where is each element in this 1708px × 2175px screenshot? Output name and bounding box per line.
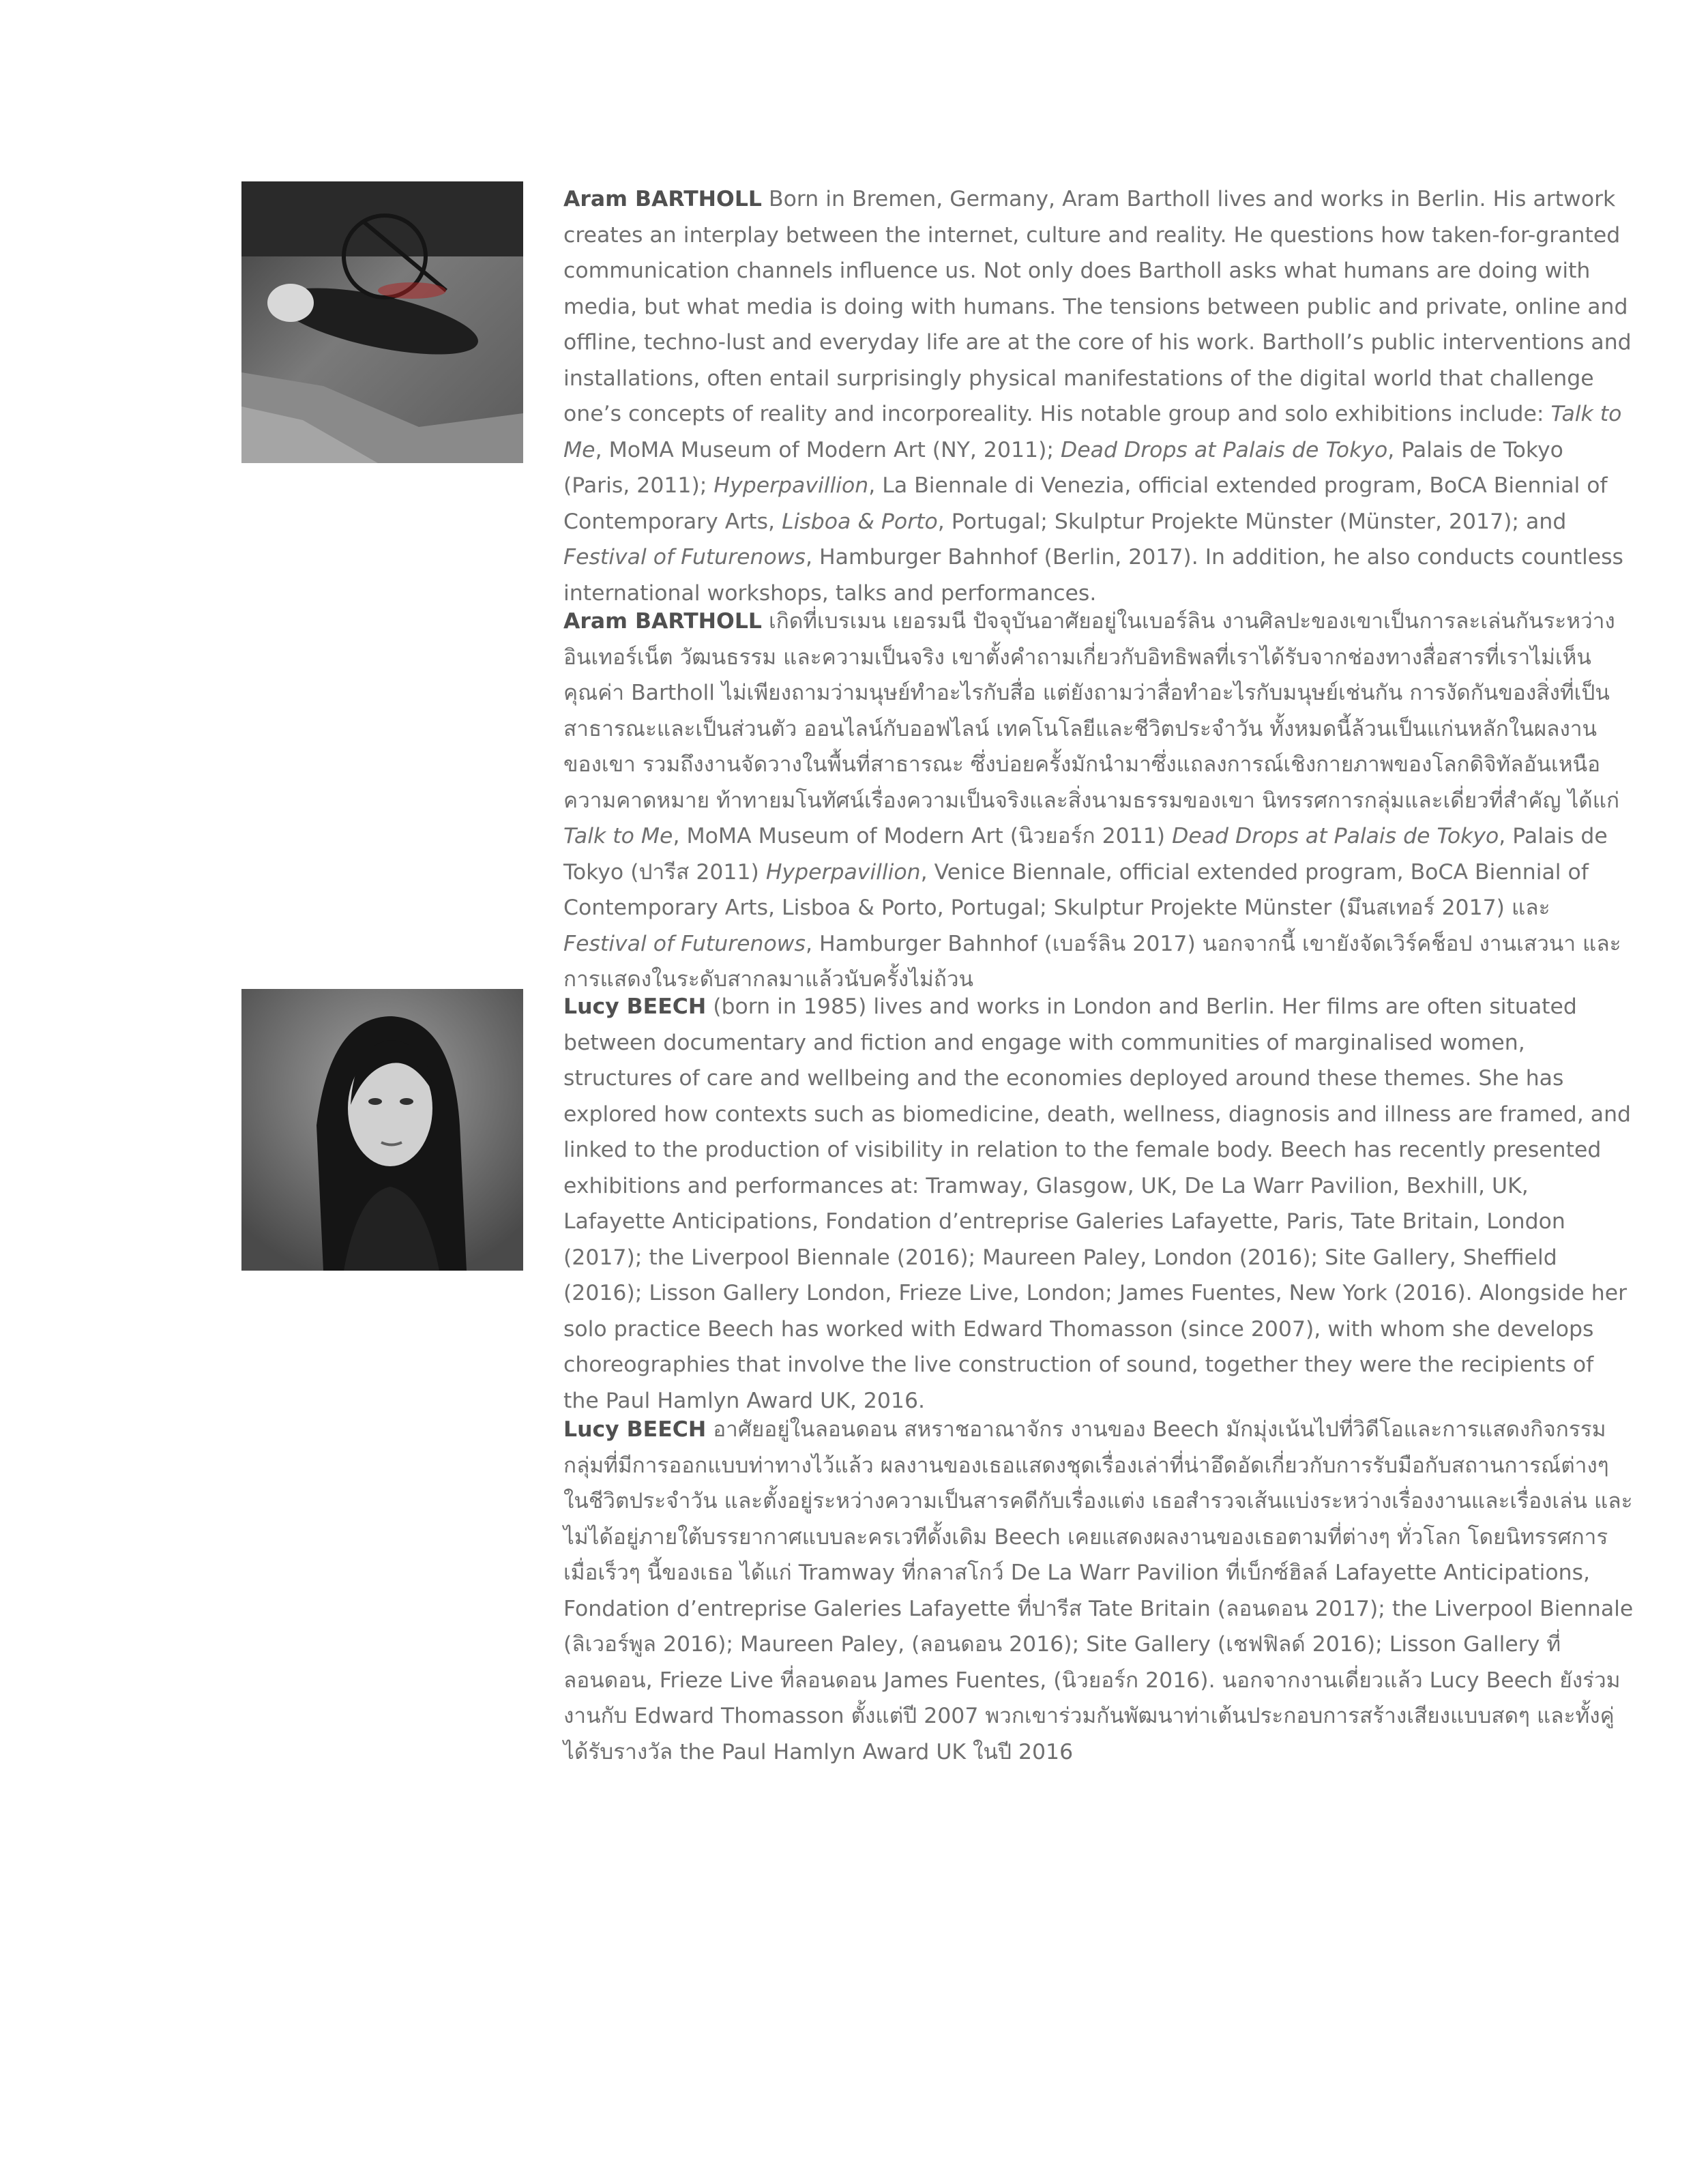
artist-name: Lucy BEECH bbox=[563, 1417, 707, 1442]
artist-name: Aram BARTHOLL bbox=[563, 609, 762, 634]
lucy-bio-en: Lucy BEECH (born in 1985) lives and works in London and Berlin. Her films are often situated between documentary and fiction and engage with communities of marginalised women, structures of care and wellbeing and the economies deployed around these themes. She has explored how contexts such as biomedicine, death, wellness, diagnosis and illness are framed, and linked to the production of visibility in relation to the female body. Beech has recently presented exhibitions and performances at: Tramway, Glasgow, UK, De La Warr Pavilion, Bexhill, UK, Lafayette Anticipations, Fondation d’entreprise Galeries Lafayette, Paris, Tate Britain, London (2017); the Liverpool Biennale (2016); Maureen Paley, London (2016); Site Gallery, Sheffield (2016); Lisson Gallery London, Frieze Live, London; James Fuentes, New York (2016). Alongside her solo practice Beech has worked with Edward Thomasson (since 2007), with whom she develops choreographies that involve the live construction of sound, together they were the recipients of the Paul Hamlyn Award UK, 2016. bbox=[563, 994, 1632, 1413]
aram-bio-en: Aram BARTHOLL Born in Bremen, Germany, Aram Bartholl lives and works in Berlin. His artwork creates an interplay between the internet, culture and reality. He questions how taken-for-granted communication channels influence us. Not only does Bartholl asks what humans are doing with media, but what media is doing with humans. The tensions between public and private, online and offline, techno-lust and everyday life are at the core of his work. Bartholl’s public interventions and installations, often entail surprisingly physical manifestations of the digital world that challenge one’s concepts of reality and incorporeality. His notable group and solo exhibitions include: Talk to Me, MoMA Museum of Modern Art (NY, 2011); Dead Drops at Palais de Tokyo, Palais de Tokyo (Paris, 2011); Hyperpavillion, La Biennale di Venezia, official extended program, BoCA Biennial of Contemporary Arts, Lisboa & Porto, Portugal; Skulptur Projekte Münster (Münster, 2017); and Festival of Futurenows, Hamburger Bahnhof (Berlin, 2017). In addition, he also conducts countless international workshops, talks and performances. bbox=[563, 187, 1632, 606]
aram-bartholl-photo bbox=[241, 181, 523, 463]
aram-bio-th: Aram BARTHOLL เกิดที่เบรเมน เยอรมนี ปัจจุบันอาศัยอยู่ในเบอร์ลิน งานศิลปะของเขาเป็นการละเล่นกันระหว่างอินเทอร์เน็ต วัฒนธรรม และความเป็นจริง เขาตั้งคำถามเกี่ยวกับอิทธิพลที่เราได้รับจากช่องทางสื่อสารที่เราไม่เห็นคุณค่า Bartholl ไม่เพียงถามว่ามนุษย์ทำอะไรกับสื่อ แต่ยังถามว่าสื่อทำอะไรกับมนุษย์เช่นกัน การงัดกันของสิ่งที่เป็นสาธารณะและเป็นส่วนตัว ออนไลน์กับออฟไลน์ เทคโนโลยีและชีวิตประจำวัน ทั้งหมดนี้ล้วนเป็นแก่นหลักในผลงานของเขา รวมถึงงานจัดวางในพื้นที่สาธารณะ ซึ่งบ่อยครั้งมักนำมาซึ่งแถลงการณ์เชิงกายภาพของโลกดิจิทัลอันเหนือความคาดหมาย ท้าทายมโนทัศน์เรื่องความเป็นจริงและสิ่งนามธรรมของเขา นิทรรศการกลุ่มและเดี่ยวที่สำคัญ ได้แก่ Talk to Me, MoMA Museum of Modern Art (นิวยอร์ก 2011) Dead Drops at Palais de Tokyo, Palais de Tokyo (ปารีส 2011) Hyperpavillion, Venice Biennale, official extended program, BoCA Biennial of Contemporary Arts, Lisboa & Porto, Portugal; Skulptur Projekte Münster (มึนสเทอร์ 2017) และ Festival of Futurenows, Hamburger Bahnhof (เบอร์ลิน 2017) นอกจากนี้ เขายังจัดเวิร์คช็อป งานเสวนา และการแสดงในระดับสากลมาแล้วนับครั้งไม่ถ้วน bbox=[563, 609, 1621, 992]
lucy-beech-photo bbox=[241, 989, 523, 1271]
artist-name: Aram BARTHOLL bbox=[563, 187, 762, 211]
lucy-bio-th: Lucy BEECH อาศัยอยู่ในลอนดอน สหราชอาณาจักร งานของ Beech มักมุ่งเน้นไปที่วิดีโอและการแสดงกิจกรรมกลุ่มที่มีการออกแบบท่าทางไว้แล้ว ผลงานของเธอแสดงชุดเรื่องเล่าที่น่าอึดอัดเกี่ยวกับการรับมือกับสถานการณ์ต่างๆ ในชีวิตประจำวัน และตั้งอยู่ระหว่างความเป็นสารคดีกับเรื่องแต่ง เธอสำรวจเส้นแบ่งระหว่างเรื่องงานและเรื่องเล่น และไม่ได้อยู่ภายใต้บรรยากาศแบบละครเวทีดั้งเดิม Beech เคยแสดงผลงานของเธอตามที่ต่างๆ ทั่วโลก โดยนิทรรศการเมื่อเร็วๆ นี้ของเธอ ได้แก่ Tramway ที่กลาสโกว์ De La Warr Pavilion ที่เบ็กซ์ฮิลล์ Lafayette Anticipations, Fondation d’entreprise Galeries Lafayette ที่ปารีส Tate Britain (ลอนดอน 2017); the Liverpool Biennale (ลิเวอร์พูล 2016); Maureen Paley, (ลอนดอน 2016); Site Gallery (เชฟฟิลด์ 2016); Lisson Gallery ที่ลอนดอน, Frieze Live ที่ลอนดอน James Fuentes, (นิวยอร์ก 2016). นอกจากงานเดี่ยวแล้ว Lucy Beech ยังร่วมงานกับ Edward Thomasson ตั้งแต่ปี 2007 พวกเขาร่วมกันพัฒนาท่าเต้นประกอบการสร้างเสียงแบบสดๆ และทั้งคู่ได้รับรางวัล the Paul Hamlyn Award UK ในปี 2016 bbox=[563, 1417, 1634, 1764]
artist-name: Lucy BEECH bbox=[563, 994, 707, 1019]
